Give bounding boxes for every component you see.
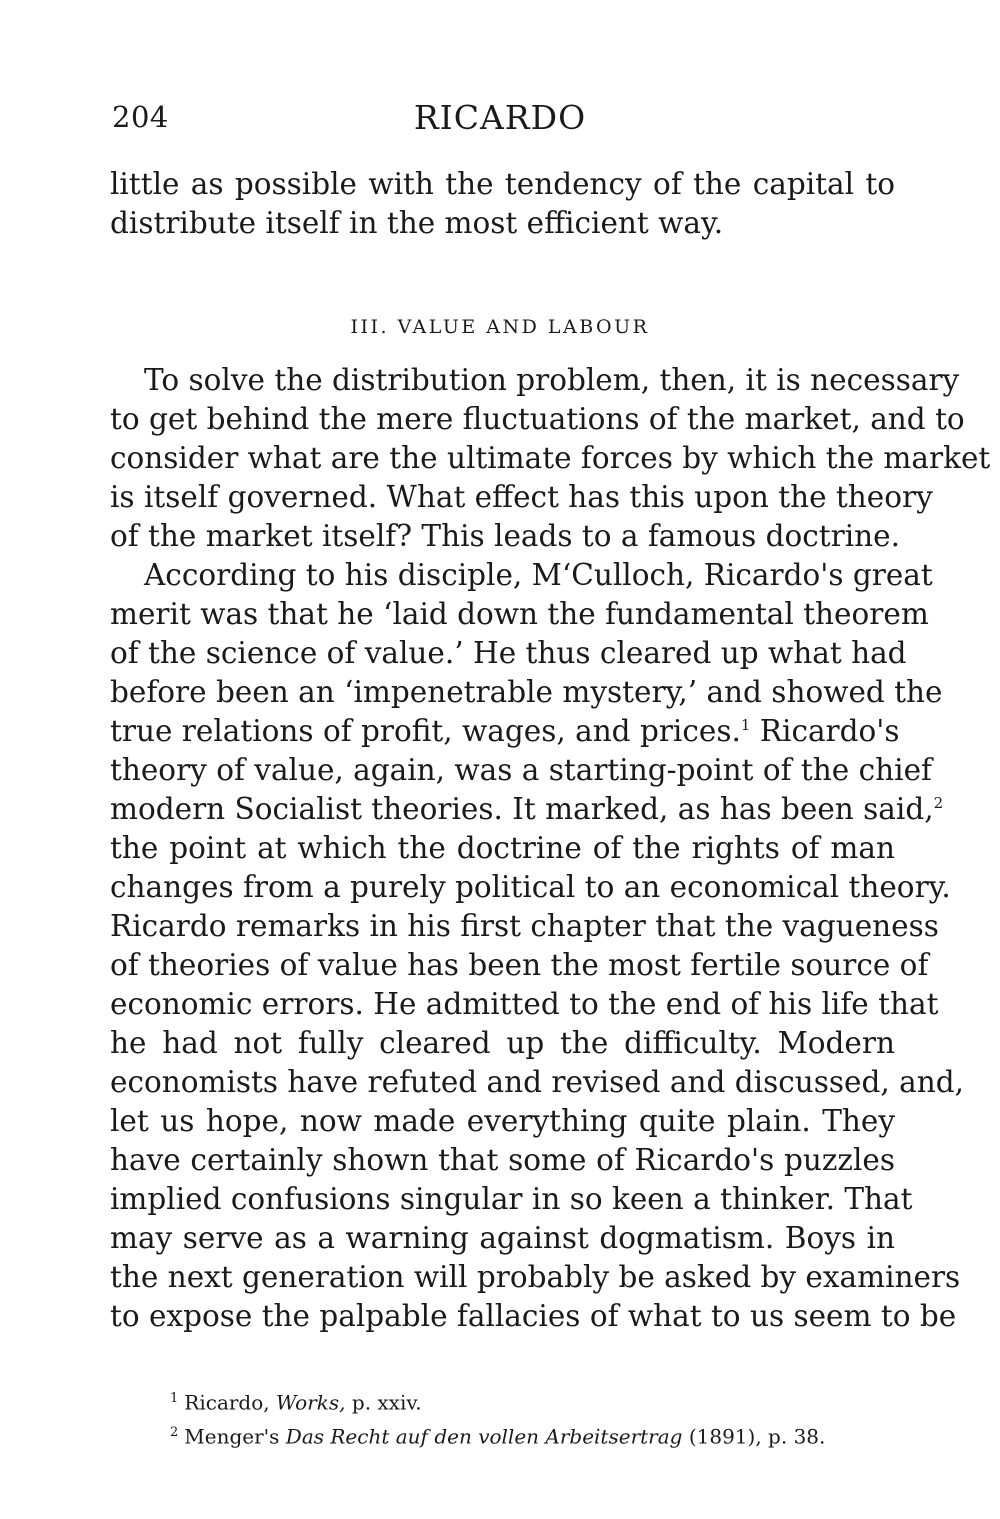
text-line: According to his disciple, M‘Culloch, Ricardo's great bbox=[144, 558, 933, 592]
page-number: 204 bbox=[112, 100, 169, 134]
footnote-ref-1: 1 bbox=[740, 716, 751, 734]
text-line: economic errors. He admitted to the end of his life that bbox=[110, 987, 939, 1021]
text-segment: Ricardo's bbox=[750, 714, 900, 748]
footnote-text: Ricardo, bbox=[184, 1390, 276, 1415]
text-line: may serve as a warning against dogmatism. Boys in bbox=[110, 1221, 895, 1255]
text-line: distribute itself in the most efficient way. bbox=[110, 206, 724, 240]
text-line: have certainly shown that some of Ricardo's puzzles bbox=[110, 1143, 895, 1177]
text-line: of the science of value.’ He thus cleared up what had bbox=[110, 636, 907, 670]
footnote-text: (1891), p. 38. bbox=[682, 1424, 826, 1449]
footnotes bbox=[170, 1384, 825, 1451]
text-segment: modern Socialist theories. It marked, as has been said, bbox=[110, 792, 934, 826]
text-line: To solve the distribution problem, then, it is necessary bbox=[144, 363, 960, 397]
text-line: changes from a purely political to an economical theory. bbox=[110, 870, 951, 904]
text-line: before been an ‘impenetrable mystery,’ and showed the bbox=[110, 675, 943, 709]
text-line: is itself governed. What effect has this upon the theory bbox=[110, 480, 933, 514]
footnote-1 bbox=[170, 1384, 825, 1418]
text-line: the next generation will probably be asked by examiners bbox=[110, 1260, 961, 1294]
footnote-marker: 2 bbox=[170, 1424, 179, 1440]
footnote-marker: 1 bbox=[170, 1391, 179, 1406]
text-line-with-footnote-ref bbox=[110, 713, 900, 749]
footnote-2 bbox=[170, 1418, 825, 1452]
text-line: implied confusions singular in so keen a thinker. That bbox=[110, 1182, 913, 1216]
text-segment: true relations of profit, wages, and prices. bbox=[110, 714, 741, 748]
text-line: Ricardo remarks in his first chapter that the vagueness bbox=[110, 909, 939, 943]
text-line: of the market itself? This leads to a famous doctrine. bbox=[110, 519, 901, 553]
text-line: consider what are the ultimate forces by which the market bbox=[110, 441, 991, 475]
footnote-text: Menger's bbox=[184, 1424, 286, 1449]
running-head: RICARDO bbox=[413, 98, 587, 137]
text-line: little as possible with the tendency of the capital to bbox=[110, 167, 895, 201]
section-heading: III. VALUE AND LABOUR bbox=[350, 316, 650, 338]
footnote-text: p. xxiv. bbox=[345, 1390, 422, 1415]
text-line-with-footnote-ref bbox=[110, 791, 944, 827]
text-line: merit was that he ‘laid down the fundamental theorem bbox=[110, 597, 929, 631]
text-line: let us hope, now made everything quite plain. They bbox=[110, 1104, 895, 1138]
text-line: theory of value, again, was a starting-point of the chief bbox=[110, 753, 932, 787]
text-line: to expose the palpable fallacies of what to us seem to be bbox=[110, 1299, 957, 1333]
text-line: to get behind the mere fluctuations of the market, and to bbox=[110, 402, 965, 436]
text-line: of theories of value has been the most fertile source of bbox=[110, 948, 929, 982]
footnote-title: Das Recht auf den vollen Arbeitsertrag bbox=[285, 1424, 683, 1449]
footnote-ref-2: 2 bbox=[933, 794, 944, 812]
text-line: the point at which the doctrine of the rights of man bbox=[110, 831, 895, 865]
text-line: he had not fully cleared up the difficulty. Modern bbox=[110, 1026, 895, 1060]
footnote-title: Works, bbox=[275, 1390, 346, 1415]
text-line: economists have refuted and revised and discussed, and, bbox=[110, 1065, 964, 1099]
